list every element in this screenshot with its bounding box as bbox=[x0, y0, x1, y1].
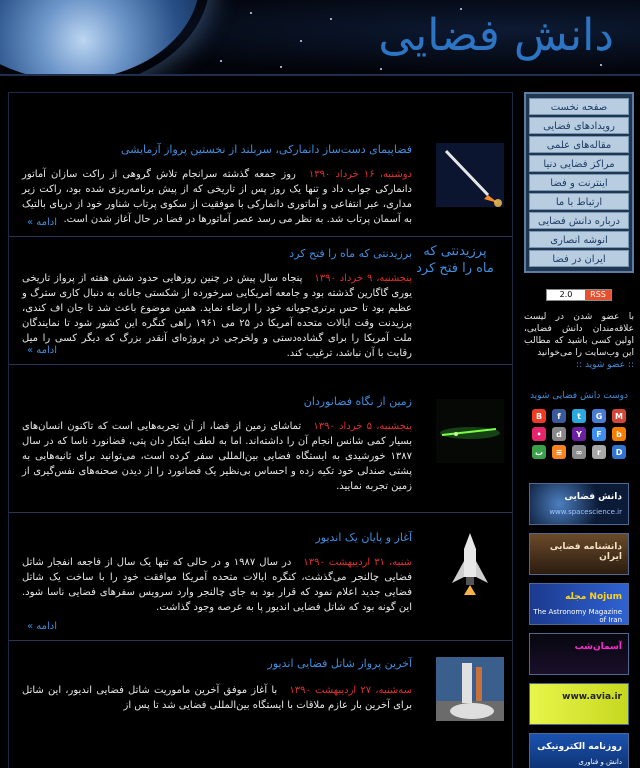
site-header bbox=[0, 0, 640, 76]
read-more-link[interactable]: ادامه » bbox=[27, 217, 58, 228]
astronomy-banner[interactable] bbox=[529, 633, 629, 675]
post-text: پنجاه سال پیش در چنین روزهایی حدود شش هفته از پرواز تاریخی یوری گاگارین گذشته بود و جامعه آمریکایی سرخورده از شکستی جانانه به دنبال کاری سترگ و عظیم بود تا حس برتری‌جویانه خود را ارضاء نماید. همین موضوع باعث شد تا جان اف کندی، پرزیدنت وقت ایالات متحده آمریکا در ۲۵ می ۱۹۶۱ راهی کنگره این کشور شود تا نمایندگان ملت آمریکا را برای گشاده‌دستی و ولخرجی در پروژه‌ای آنقدر بزرگ که دیگر کسی را میل رقابت با آن نباشد، ترغیب کند. bbox=[22, 273, 412, 359]
read-more-link[interactable]: ادامه » bbox=[27, 345, 58, 356]
post bbox=[9, 237, 512, 365]
twitter-icon[interactable]: t bbox=[572, 409, 586, 423]
yahoo-icon[interactable]: Y bbox=[572, 427, 586, 441]
star bbox=[380, 68, 382, 70]
avia-banner[interactable] bbox=[529, 683, 629, 725]
rss-feed-badge[interactable] bbox=[546, 289, 612, 301]
newsletter-text: با عضو شدن در لیست علاقه‌مندان دانش فضایی، اولین کسی باشید که مطالب این وب‌سایت را می‌خوانید bbox=[524, 312, 634, 358]
digg-icon[interactable]: d bbox=[552, 427, 566, 441]
facebook-icon[interactable]: f bbox=[552, 409, 566, 423]
partner-banners bbox=[524, 483, 634, 768]
star bbox=[300, 40, 302, 42]
banner-subtitle: www.spacescience.ir bbox=[549, 508, 622, 516]
bookmark-icon[interactable]: B bbox=[532, 409, 546, 423]
post bbox=[9, 513, 512, 641]
post-excerpt bbox=[22, 683, 412, 713]
post bbox=[9, 641, 512, 768]
menu-item-about[interactable]: درباره دانش فضایی bbox=[529, 212, 629, 229]
menu-item-events[interactable]: رویدادهای فضایی bbox=[529, 117, 629, 134]
rss-icon: RSS bbox=[585, 290, 611, 300]
menu-item-internet-space[interactable]: اینترنت و فضا bbox=[529, 174, 629, 191]
menu-item-articles[interactable]: مقاله‌های علمی bbox=[529, 136, 629, 153]
star bbox=[600, 64, 602, 66]
read-more-link[interactable]: ادامه » bbox=[27, 621, 58, 632]
banner-subtitle: دانش و فناوری bbox=[578, 758, 622, 766]
social-heading: دوست دانش فضایی شوید bbox=[529, 391, 629, 401]
site-title[interactable]: دانش فضایی bbox=[378, 10, 614, 61]
social-icons bbox=[524, 409, 634, 459]
post-date: شنبه، ۳۱ اردیبهشت ۱۳۹۰ bbox=[303, 557, 412, 568]
menu-item-home[interactable]: صفحه نخست bbox=[529, 98, 629, 115]
post-title[interactable]: زمین از نگاه فضانوردان bbox=[303, 395, 412, 408]
post-side-title[interactable]: پرزیدنتی که ماه را فتح کرد bbox=[416, 244, 494, 276]
banner-title: آسمان‌شب bbox=[574, 642, 622, 652]
main-menu bbox=[524, 92, 634, 273]
posts-column bbox=[8, 92, 513, 768]
flickr-icon[interactable]: • bbox=[532, 427, 546, 441]
post bbox=[9, 365, 512, 513]
delicious-icon[interactable]: D bbox=[612, 445, 626, 459]
post-excerpt bbox=[22, 271, 412, 361]
banner-title: www.avia.ir bbox=[562, 692, 622, 702]
post-thumbnail[interactable] bbox=[436, 657, 504, 721]
post-title[interactable]: برزیدنتی که ماه را فتح کرد bbox=[289, 247, 412, 260]
post-title[interactable]: آغاز و پایان یک اندیور bbox=[315, 531, 412, 544]
post-thumbnail[interactable] bbox=[436, 143, 504, 207]
blogger-icon[interactable]: b bbox=[612, 427, 626, 441]
star bbox=[250, 12, 252, 14]
banner-title: روزنامه الکترونیکی bbox=[537, 742, 622, 752]
post-title[interactable]: آخرین پرواز شاتل فضایی اندیور bbox=[267, 657, 412, 670]
post-title[interactable]: فضاپیمای دست‌ساز دانمارکی، سربلند از نخستین پرواز آزمایشی bbox=[120, 143, 412, 156]
post-text: با آغاز موفق آخرین ماموریت شاتل فضایی اندیور، این شاتل برای آخرین بار عازم ملاقات با ایستگاه بین‌المللی فضایی شد تا پس از bbox=[22, 685, 412, 711]
menu-item-contact[interactable]: ارتباط با ما bbox=[529, 193, 629, 210]
google-icon[interactable]: G bbox=[592, 409, 606, 423]
feed-icon[interactable]: ≡ bbox=[552, 445, 566, 459]
post-date: پنجشنبه، ۵ خرداد ۱۳۹۰ bbox=[313, 421, 412, 432]
post-thumbnail[interactable] bbox=[436, 531, 504, 595]
post bbox=[9, 93, 512, 237]
link-icon[interactable]: ∞ bbox=[572, 445, 586, 459]
post-text: روز جمعه گذشته سرانجام تلاش گروهی از راکت سازان آماتور دانمارکی جواب داد و تنها یک روز پس از تاریخی که از پیش برنامه‌ریزی شده بود، راکت زیر مداری، عبر انتفاعی و آماتوری دانمارکی با موفقیت از سکوی پرتاب شناور خود از دریای بالتیک به آسمان پرتاب شد. به نظر می رسد عصر آماتورها در فضا در حال آغاز شدن است. bbox=[22, 169, 412, 225]
banner-subtitle: The Astronomy Magazine of Iran bbox=[533, 608, 622, 624]
sidebar bbox=[524, 92, 634, 768]
join-link[interactable]: :: عضو شوید :: bbox=[576, 360, 634, 370]
post-excerpt bbox=[22, 419, 412, 494]
post-text: تماشای زمین از فضا، از آن تجربه‌هایی است که تاکنون انسان‌های بسیار کمی شانس انجام آن را داشته‌اند. اما به لطف ابتکار دان پتی، فضانورد ناسا که در سال ۱۳۸۷ خورشیدی به ایستگاه فضایی بین‌المللی سفر کرده است، می‌توانید برای ثانیه‌هایی به پشتی صندلی خود تکیه زده و احساس بی‌نظیر یک فضانورد را از دیدن صحنه‌های نفس‌گیری از زمین تجربه نمایید. bbox=[22, 421, 412, 492]
star bbox=[220, 60, 222, 62]
rss-version: 2.0 bbox=[547, 290, 585, 300]
friendfeed-icon[interactable]: F bbox=[592, 427, 606, 441]
encyclopedia-banner[interactable] bbox=[529, 533, 629, 575]
post-text: در سال ۱۹۸۷ و در حالی که تنها یک سال از فاجعه انفجار شاتل فضایی چالنجر می‌گذشت، کنگره ایالات متحده آمریکا موافقت خود را با ساخت یک شاتل فضایی جدید اعلام نمود که قرار بود به جای چالنجر وارد سرویس سفرهای فضایی ناسا شود. این گونه بود که شاتل فضایی اندیور پا به عرصه وجود گذاشت. bbox=[22, 557, 412, 613]
menu-item-iran-space[interactable]: ایران در فضا bbox=[529, 250, 629, 267]
menu-item-anousheh[interactable]: انوشه انصاری bbox=[529, 231, 629, 248]
post-date: دوشنبه، ۱۶ خرداد ۱۳۹۰ bbox=[308, 169, 412, 180]
post-excerpt bbox=[22, 555, 412, 615]
nojum-banner[interactable] bbox=[529, 583, 629, 625]
newsletter-intro bbox=[524, 311, 634, 371]
star bbox=[280, 66, 282, 68]
banner-title: Nojum مجله bbox=[565, 592, 622, 602]
star bbox=[330, 18, 332, 20]
reddit-icon[interactable]: r bbox=[592, 445, 606, 459]
balatarin-icon[interactable]: ب bbox=[532, 445, 546, 459]
post-date: سه‌شنبه، ۲۷ اردیبهشت ۱۳۹۰ bbox=[289, 685, 412, 696]
gmail-icon[interactable]: M bbox=[612, 409, 626, 423]
menu-item-space-centers[interactable]: مراکز فضایی دنیا bbox=[529, 155, 629, 172]
post-excerpt bbox=[22, 167, 412, 227]
banner-title: دانش فضایی bbox=[564, 492, 622, 502]
banner-title: دانشنامه فضایی ایران bbox=[549, 542, 622, 562]
earth-image bbox=[0, 0, 200, 76]
spacescience-banner[interactable] bbox=[529, 483, 629, 525]
post-date: پنجشنبه، ۹ خرداد ۱۳۹۰ bbox=[314, 273, 412, 284]
post-thumbnail[interactable] bbox=[436, 399, 504, 463]
tech-news-banner[interactable] bbox=[529, 733, 629, 768]
